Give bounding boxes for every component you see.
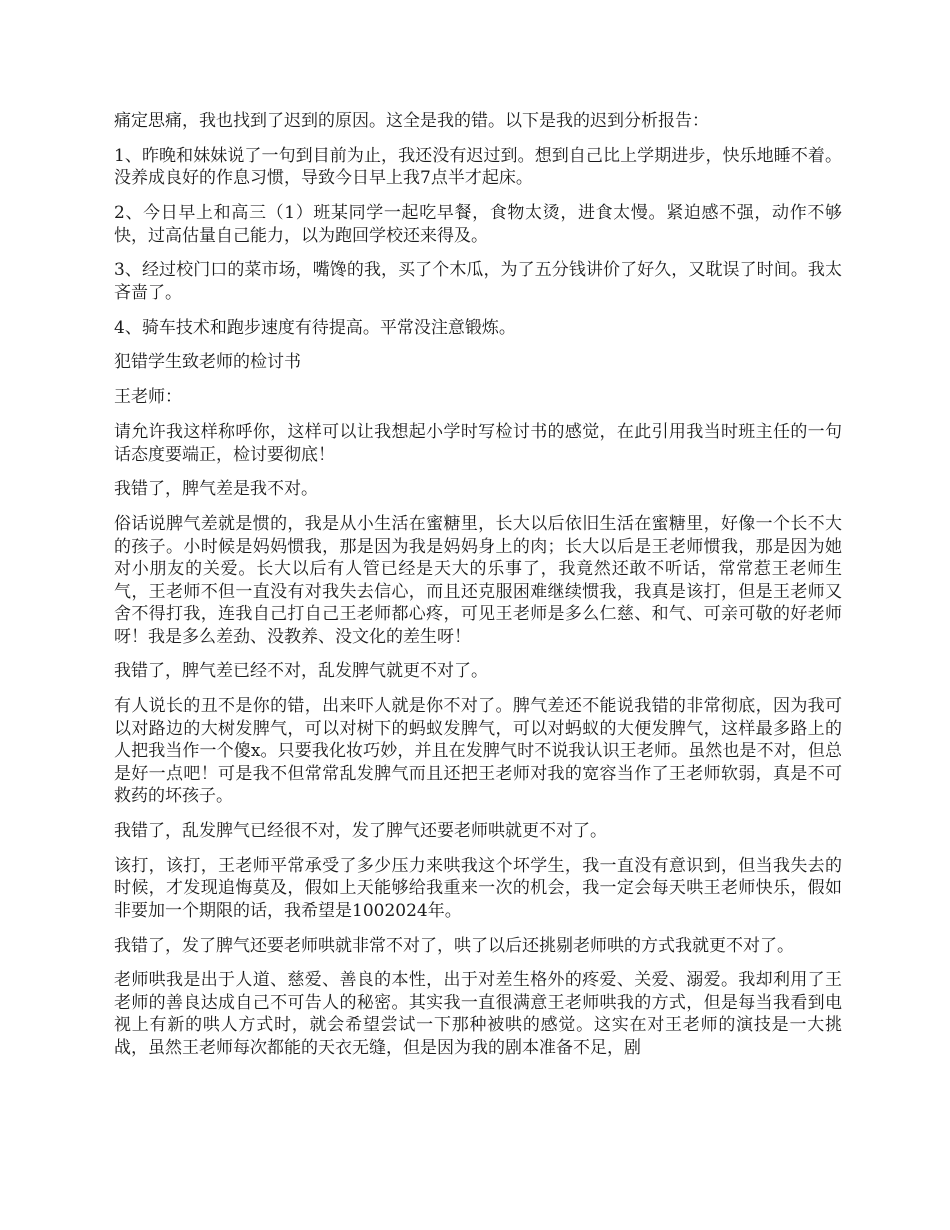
section-title: 犯错学生致老师的检讨书 bbox=[114, 352, 301, 373]
paragraph-admission-1: 我错了，脾气差是我不对。 bbox=[114, 479, 318, 500]
paragraph-admission-3: 我错了，乱发脾气已经很不对，发了脾气还要老师哄就更不对了。 bbox=[114, 821, 607, 842]
paragraph-admission-2: 我错了，脾气差已经不对，乱发脾气就更不对了。 bbox=[114, 661, 488, 682]
paragraph-body-1: 俗话说脾气差就是惯的，我是从小生活在蜜糖里，长大以后依旧生活在蜜糖里，好像一个长不大的孩子。小时候是妈妈惯我，那是因为我是妈妈身上的肉；长大以后是王老师惯我，那是因为她对小朋友的关爱。长大以后有人管已经是天大的乐事了，我竟然还敢不听话，常常惹王老师生气，王老师不但一直没有对我失去信心，而且还克服困难继续惯我，我真是该打，但是王老师又舍不得打我，连我自己打自己王老师都心疼，可见王老师是多么仁慈、和气、可亲可敬的好老师呀！我是多么差劲、没教养、没文化的差生呀！ bbox=[114, 514, 842, 647]
paragraph-reason-3: 3、经过校门口的菜市场，嘴馋的我，买了个木瓜，为了五分钱讲价了好久，又耽误了时间。我太吝啬了。 bbox=[114, 260, 842, 303]
paragraph-admission-4: 我错了，发了脾气还要老师哄就非常不对了，哄了以后还挑剔老师哄的方式我就更不对了。 bbox=[114, 935, 794, 956]
paragraph-opening: 请允许我这样称呼你，这样可以让我想起小学时写检讨书的感觉，在此引用我当时班主任的一句话态度要端正，检讨要彻底！ bbox=[114, 422, 842, 465]
paragraph-body-4: 老师哄我是出于人道、慈爱、善良的本性，出于对差生格外的疼爱、关爱、溺爱。我却利用了王老师的善良达成自己不可告人的秘密。其实我一直很满意王老师哄我的方式，但是每当我看到电视上有新的哄人方式时，就会希望尝试一下那种被哄的感觉。这实在对王老师的演技是一大挑战，虽然王老师每次都能的天衣无缝，但是因为我的剧本准备不足，剧 bbox=[114, 970, 842, 1058]
salutation: 王老师： bbox=[114, 387, 182, 408]
paragraph-body-2: 有人说长的丑不是你的错，出来吓人就是你不对了。脾气差还不能说我错的非常彻底，因为我可以对路边的大树发脾气，可以对树下的蚂蚁发脾气，可以对蚂蚁的大便发脾气，这样最多路上的人把我当作一个傻x。只要我化妆巧妙，并且在发脾气时不说我认识王老师。虽然也是不对，但总是好一点吧！可是我不但常常乱发脾气而且还把王老师对我的宽容当作了王老师软弱，真是不可救药的坏孩子。 bbox=[114, 696, 842, 807]
paragraph-reason-2: 2、今日早上和高三（1）班某同学一起吃早餐，食物太烫，进食太慢。紧迫感不强，动作不够快，过高估量自己能力，以为跑回学校还来得及。 bbox=[114, 203, 842, 246]
paragraph-body-3: 该打，该打，王老师平常承受了多少压力来哄我这个坏学生，我一直没有意识到，但当我失去的时候，才发现追悔莫及，假如上天能够给我重来一次的机会，我一定会每天哄王老师快乐，假如非要加一个期限的话，我希望是1002024年。 bbox=[114, 855, 842, 921]
paragraph-reason-1: 1、昨晚和妹妹说了一句到目前为止，我还没有迟过到。想到自己比上学期进步，快乐地睡不着。没养成良好的作息习惯，导致今日早上我7点半才起床。 bbox=[114, 145, 842, 189]
paragraph-analysis-intro: 痛定思痛，我也找到了迟到的原因。这全是我的错。以下是我的迟到分析报告： bbox=[114, 111, 709, 131]
document-body bbox=[114, 110, 842, 1072]
paragraph-reason-4: 4、骑车技术和跑步速度有待提高。平常没注意锻炼。 bbox=[114, 317, 516, 338]
